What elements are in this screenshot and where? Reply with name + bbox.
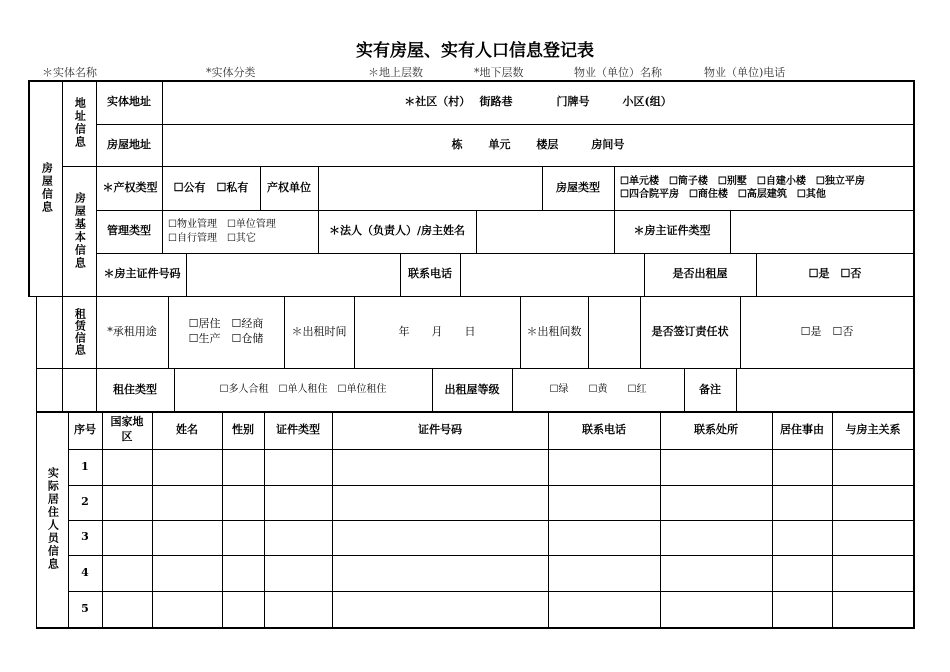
col-header-name: 姓名	[176, 422, 198, 436]
rent-kind-label: 租住类型	[113, 382, 157, 396]
col-header-id-number: 证件号码	[418, 422, 462, 436]
table-row-seq: 2	[81, 495, 89, 509]
property-unit-label: 产权单位	[267, 180, 311, 194]
rent-use-label: *承租用途	[107, 324, 157, 338]
owner-id-number-label: ＊房主证件号码	[103, 267, 181, 281]
header-property-name: 物业（单位）名称	[574, 66, 662, 79]
table-row-seq: 5	[81, 601, 89, 615]
col-header-country: 国家地区	[110, 415, 144, 443]
entity-address-field[interactable]: ＊社区（村） 街路巷 门牌号 小区(组）	[404, 94, 672, 108]
col-header-gender: 性别	[232, 422, 254, 436]
rent-level-label: 出租屋等级	[444, 382, 500, 396]
form-title: 实有房屋、实有人口信息登记表	[356, 41, 594, 61]
house-address-field[interactable]: 栋 单元 楼层 房间号	[451, 137, 625, 151]
rent-level-options[interactable]: ☐绿 ☐黄 ☐红	[549, 384, 647, 396]
col-header-reason: 居住事由	[780, 422, 824, 436]
section-house-label: 房屋信息	[40, 162, 54, 214]
manage-type-label: 管理类型	[107, 224, 151, 238]
responsibility-label: 是否签订责任状	[651, 324, 729, 338]
header-entity-category: *实体分类	[206, 66, 256, 79]
rent-time-label: ＊出租时间	[291, 324, 347, 338]
header-entity-name: ＊实体名称	[42, 66, 97, 79]
owner-id-type-label: ＊房主证件类型	[633, 224, 711, 238]
section-basic-label: 房屋基本信息	[73, 192, 87, 270]
section-address-label: 地址信息	[73, 97, 87, 149]
property-type-options[interactable]: ☐公有 ☐私有	[173, 180, 249, 194]
col-header-id-type: 证件类型	[276, 422, 320, 436]
rent-rooms-label: ＊出租间数	[526, 324, 582, 338]
house-address-label: 房屋地址	[107, 137, 151, 151]
legal-person-label: ＊法人（负责人）/房主姓名	[328, 224, 466, 238]
responsibility-options[interactable]: ☐是 ☐否	[800, 324, 854, 338]
manage-type-options[interactable]: ☐物业管理 ☐单位管理 ☐自行管理 ☐其它	[168, 219, 276, 244]
table-row-seq: 4	[81, 565, 89, 579]
header-floors-above: ＊地上层数	[368, 66, 423, 79]
header-property-phone: 物业（单位)电话	[704, 66, 786, 79]
header-floors-below: *地下层数	[474, 66, 524, 79]
remarks-label: 备注	[699, 382, 721, 396]
phone-label: 联系电话	[408, 267, 452, 281]
table-row-seq: 1	[81, 459, 89, 473]
is-rented-label: 是否出租屋	[672, 267, 728, 281]
rent-kind-options[interactable]: ☐多人合租 ☐单人租住 ☐单位租住	[219, 384, 387, 396]
rent-time-field[interactable]: 年 月 日	[398, 324, 476, 338]
rent-use-options[interactable]: ☐居住 ☐经商 ☐生产 ☐仓储	[188, 317, 264, 345]
col-header-phone: 联系电话	[582, 422, 626, 436]
col-header-seq: 序号	[74, 422, 96, 436]
house-type-label: 房屋类型	[556, 180, 600, 194]
section-residents-label: 实际居住人员信息	[46, 467, 60, 571]
section-rent-label: 租赁信息	[73, 308, 87, 356]
col-header-address: 联系处所	[694, 422, 738, 436]
is-rented-options[interactable]: ☐是 ☐否	[808, 267, 862, 281]
property-type-label: ＊产权类型	[102, 180, 158, 194]
entity-address-label: 实体地址	[107, 94, 151, 108]
house-type-options[interactable]: ☐单元楼 ☐筒子楼 ☐别墅 ☐自建小楼 ☐独立平房 ☐四合院平房 ☐商住楼 ☐高层建筑 ☐其他	[620, 175, 865, 200]
table-row-seq: 3	[81, 530, 89, 544]
col-header-relation: 与房主关系	[845, 422, 901, 436]
